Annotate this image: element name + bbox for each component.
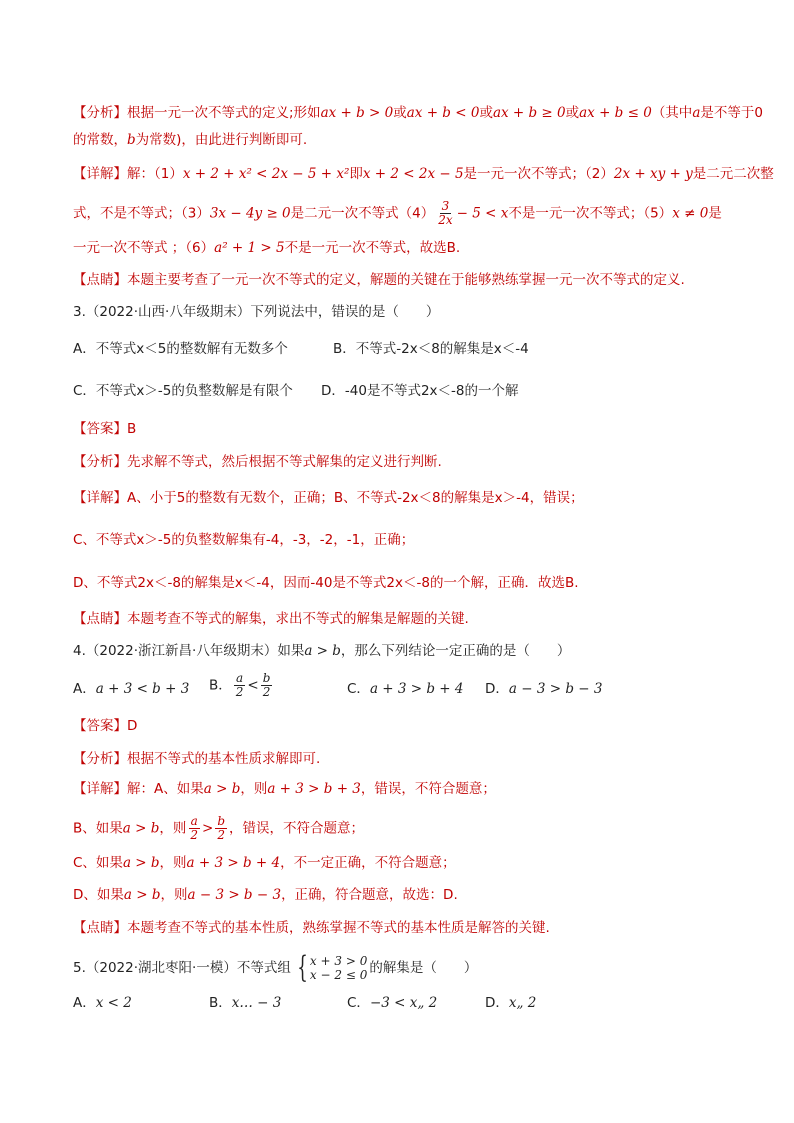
- formula: ax + b < 0: [406, 105, 480, 121]
- q4-option-d: D．a − 3 > b − 3: [485, 681, 603, 697]
- q3-option-c: C．不等式x＞-5的负整数解是有限个: [73, 383, 293, 399]
- q3-option-a: A．不等式x＜5的整数解有无数多个: [73, 341, 288, 357]
- inequality-system: { x + 3 > 0 x − 2 ≤ 0: [297, 950, 368, 985]
- q3-analysis: 【分析】先求解不等式，然后根据不等式解集的定义进行判断.: [73, 454, 442, 470]
- q4-detail-line1: 【详解】解：A、如果a > b，则a + 3 > b + 3，错误，不符合题意；: [73, 781, 496, 797]
- q4-detail-line3: C、如果a > b，则a + 3 > b + 4，不一定正确，不符合题意；: [73, 855, 456, 871]
- q2-detail-line2: 式，不是不等式；（3）3x − 4y ≥ 0是二元一次不等式（4） $\frac{3}{2x}$ − 5 < x不是一元一次不等式；（5）x ≠ 0是: [73, 199, 722, 227]
- q2-analysis-line1: 【分析】根据一元一次不等式的定义;形如ax + b > 0或ax + b < 0或ax + b ≥ 0或ax + b ≤ 0（其中a是不等于0: [73, 105, 763, 121]
- q4-analysis: 【分析】根据不等式的基本性质求解即可.: [73, 751, 321, 767]
- formula: ax + b ≥ 0: [492, 105, 566, 121]
- q5-stem: 5.（2022·湖北枣阳·一模）不等式组 { x + 3 > 0 x − 2 ≤ 0 的解集是（ ）: [73, 950, 478, 985]
- q3-answer: 【答案】B: [73, 421, 137, 437]
- brace-icon: {: [297, 950, 308, 985]
- q2-detail-line1: 【详解】解：（1）x + 2 + x² < 2x − 5 + x²即x + 2 < 2x − 5是一元一次不等式；（2）2x + xy + y是二元二次整: [73, 166, 774, 182]
- analysis-tag: 【分析】: [73, 105, 127, 121]
- q2-analysis-line2: 的常数，b为常数)，由此进行判断即可.: [73, 132, 308, 148]
- q3-detail-line1: 【详解】A、小于5的整数有无数个，正确；B、不等式-2x＜8的解集是x＞-4，错误；: [73, 490, 584, 506]
- q5-option-c: C．−3 < x„ 2: [347, 995, 438, 1011]
- q4-detail-line2: B、如果a > b，则 $\frac{a}{2}$ > $\frac{b}{2}$ ，错误，不符合题意；: [73, 814, 364, 842]
- q4-comment: 【点睛】本题考查不等式的基本性质，熟练掌握不等式的基本性质是解答的关键.: [73, 920, 550, 936]
- q4-detail-line4: D、如果a > b，则a − 3 > b − 3，正确，符合题意，故选：D.: [73, 887, 458, 903]
- formula: ax + b ≤ 0: [579, 105, 652, 121]
- q4-answer: 【答案】D: [73, 718, 138, 734]
- fraction: $\frac{3}{2x}$: [438, 199, 453, 227]
- q3-detail-line3: D、不等式2x＜-8的解集是x＜-4，因而-40是不等式2x＜-8的一个解，正确．故选B.: [73, 575, 579, 591]
- q4-option-c: C．a + 3 > b + 4: [347, 681, 464, 697]
- q3-stem: 3.（2022·山西·八年级期末）下列说法中，错误的是（ ）: [73, 304, 440, 320]
- q2-detail-line3: 一元一次不等式 ；（6）a² + 1 > 5不是一元一次不等式，故选B.: [73, 240, 461, 256]
- q5-option-b: B．x… − 3: [209, 995, 282, 1011]
- q5-option-a: A．x < 2: [73, 995, 132, 1011]
- q4-option-a: A．a + 3 < b + 3: [73, 681, 190, 697]
- q3-option-d: D．-40是不等式2x＜-8的一个解: [321, 383, 519, 399]
- q4-option-b: B． $\frac{a}{2}$ < $\frac{b}{2}$: [209, 671, 271, 699]
- detail-tag: 【详解】: [73, 166, 127, 182]
- q4-stem: 4.（2022·浙江新昌·八年级期末）如果a > b，那么下列结论一定正确的是（ ）: [73, 643, 571, 659]
- q3-comment: 【点睛】本题考查不等式的解集，求出不等式的解集是解题的关键.: [73, 611, 469, 627]
- q3-option-b: B．不等式-2x＜8的解集是x＜-4: [333, 341, 529, 357]
- q3-detail-line2: C、不等式x＞-5的负整数解集有-4，-3，-2，-1，正确；: [73, 532, 415, 548]
- q5-option-d: D．x„ 2: [485, 995, 537, 1011]
- comment-tag: 【点睛】: [73, 272, 127, 288]
- formula: ax + b > 0: [320, 105, 394, 121]
- q2-comment: 【点睛】本题主要考查了一元一次不等式的定义，解题的关键在于能够熟练掌握一元一次不等式的定义.: [73, 272, 685, 288]
